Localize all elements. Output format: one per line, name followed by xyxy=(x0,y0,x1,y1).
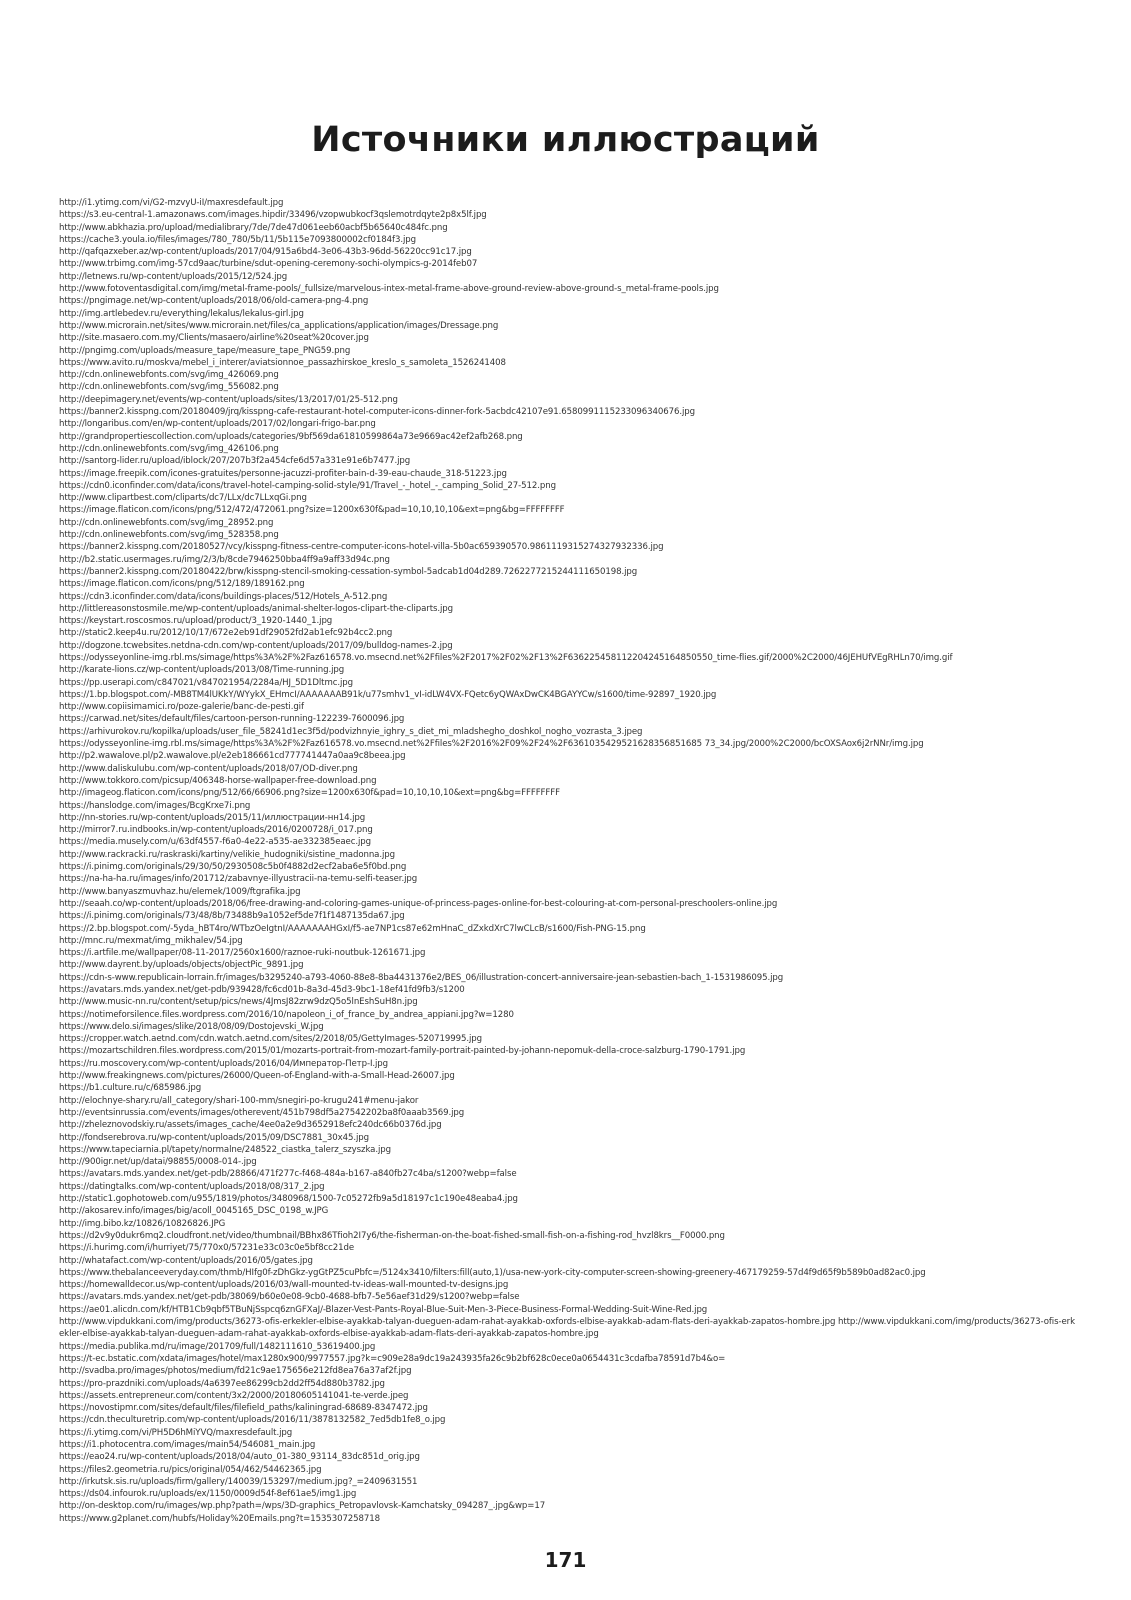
source-url: http://900igr.net/up/datai/98855/0008-014-.jpg xyxy=(59,1157,257,1168)
source-url: http://www.freakingnews.com/pictures/26000/Queen-of-England-with-a-Small-Head-26007.jpg xyxy=(59,1071,455,1082)
source-url: https://cropper.watch.aetnd.com/cdn.watch.aetnd.com/sites/2/2018/05/GettyImages-520719995.jpg xyxy=(59,1034,482,1045)
source-url: https://i.pinimg.com/originals/73/48/8b/73488b9a1052ef5de7f1f1487135da67.jpg xyxy=(59,911,405,922)
source-url: http://p2.wawalove.pl/p2.wawalove.pl/e2eb186661cd777741447a0aa9c8beea.jpg xyxy=(59,751,406,762)
source-url: https://pp.userapi.com/c847021/v847021954/2284a/HJ_5D1Dltmc.jpg xyxy=(59,677,353,688)
source-url: http://www.fotoventasdigital.com/img/metal-frame-pools/_fullsize/marvelous-intex-metal-frame-above-ground-review-above-ground-s_metal-frame-pools.jpg xyxy=(59,284,719,295)
source-url: http://www.abkhazia.pro/upload/medialibrary/7de/7de47d061eeb60acbf5b65640c484fc.png xyxy=(59,222,448,233)
source-url: https://arhivurokov.ru/kopilka/uploads/user_file_58241d1ec3f5d/podvizhnyie_ighry_s_diet_mi_mladshegho_doshkol_nogho_vozrasta_3.jpeg xyxy=(59,726,643,737)
source-url: https://www.avito.ru/moskva/mebel_i_interer/aviatsionnoe_passazhirskoe_kreslo_s_samoleta_1526241408 xyxy=(59,357,506,368)
source-url: https://www.g2planet.com/hubfs/Holiday%20Emails.png?t=1535307258718 xyxy=(59,1513,381,1524)
source-url: https://t-ec.bstatic.com/xdata/images/hotel/max1280x900/9977557.jpg?k=c909e28a9dc19a243935fa26c9b2bf628c0ece0a0654431c3cdafba78591d7b4&o= xyxy=(59,1353,726,1364)
source-url: http://imageog.flaticon.com/icons/png/512/66/66906.png?size=1200x630f&pad=10,10,10,10&ext=png&bg=FFFFFFFF xyxy=(59,788,560,799)
source-url: http://b2.static.usermages.ru/img/2/3/b/8cde7946250bba4ff9a9aff33d94c.png xyxy=(59,554,390,565)
source-url: http://cdn.onlinewebfonts.com/svg/img_426106.png xyxy=(59,443,279,454)
source-url: https://image.freepik.com/icones-gratuites/personne-jacuzzi-profiter-bain-d-39-eau-chaude_318-51223.jpg xyxy=(59,468,507,479)
source-url: http://seaah.co/wp-content/uploads/2018/06/free-drawing-and-coloring-games-unique-of-princess-pages-online-for-best-colouring-at-com-personal-preschoolers-online.jpg xyxy=(59,898,778,909)
source-url: http://svadba.pro/images/photos/medium/fd21c9ae175656e212fd8ea76a37af2f.jpg xyxy=(59,1366,412,1377)
source-url: https://media.musely.com/u/63df4557-f6a0-4e22-a535-ae332385eaec.jpg xyxy=(59,837,371,848)
source-url: https://novostipmr.com/sites/default/files/filefield_paths/kaliningrad-68689-8347472.jpg xyxy=(59,1403,428,1414)
source-url: https://www.tapeciarnia.pl/tapety/normalne/248522_ciastka_talerz_szyszka.jpg xyxy=(59,1144,391,1155)
source-url: http://site.masaero.com.my/Clients/masaero/airline%20seat%20cover.jpg xyxy=(59,333,369,344)
source-url: http://mnc.ru/mexmat/img_mikhalev/54.jpg xyxy=(59,935,243,946)
source-url: http://eventsinrussia.com/events/images/otherevent/451b798df5a27542202ba8f0aaab3569.jpg xyxy=(59,1107,465,1118)
source-url: https://1.bp.blogspot.com/-MB8TM4lUKkY/WYykX_EHmcI/AAAAAAAB91k/u77smhv1_vI-idLW4VX-FQetc6yQWAxDwCK4BGAYYCw/s1600/time-92897_1920.jpg xyxy=(59,689,717,700)
source-url: http://www.vipdukkani.com/img/products/36273-ofis-erkekler-elbise-ayakkab-talyan-dueguen-adam-rahat-ayakkab-oxfords-elbise-ayakkab-adam-flats-deri-ayakkab-zapatos-hombre.jpg http://www.vipdukkani.com/img/products/36273-ofis-erkekler-elbise-ayakkab-talyan-dueguen-adam-rahat-ayakkab-oxfords-elbise-ayakkab-adam-flats-deri-ayakkab-zapatos-hombre.jpg xyxy=(59,1317,1075,1340)
source-url: https://image.flaticon.com/icons/png/512/472/472061.png?size=1200x630f&pad=10,10,10,10&ext=png&bg=FFFFFFFF xyxy=(59,505,565,516)
source-url: http://cdn.onlinewebfonts.com/svg/img_556082.png xyxy=(59,382,279,393)
source-url: https://carwad.net/sites/default/files/cartoon-person-running-122239-7600096.jpg xyxy=(59,714,405,725)
source-url: https://banner2.kisspng.com/20180409/jrq/kisspng-cafe-restaurant-hotel-computer-icons-dinner-fork-5acbdc42107e91.6580991115233096340676.jpg xyxy=(59,407,695,418)
source-url: http://longaribus.com/en/wp-content/uploads/2017/02/longari-frigo-bar.png xyxy=(59,419,376,430)
source-url: http://zheleznovodskiy.ru/assets/images_cache/4ee0a2e9d3652918efc240dc66b0376d.jpg xyxy=(59,1120,442,1131)
source-url: http://deepimagery.net/events/wp-content/uploads/sites/13/2017/01/25-512.png xyxy=(59,394,398,405)
source-url: http://mirror7.ru.indbooks.in/wp-content/uploads/2016/0200728/i_017.png xyxy=(59,825,373,836)
source-url: https://avatars.mds.yandex.net/get-pdb/28866/471f277c-f468-484a-b167-a840fb27c4ba/s1200?webp=false xyxy=(59,1169,517,1180)
source-url: https://media.publika.md/ru/image/201709/full/1482111610_53619400.jpg xyxy=(59,1341,376,1352)
source-url: https://notimeforsilence.files.wordpress.com/2016/10/napoleon_i_of_france_by_andrea_appiani.jpg?w=1280 xyxy=(59,1009,514,1020)
source-url: http://www.tokkoro.com/picsup/406348-horse-wallpaper-free-download.png xyxy=(59,775,377,786)
source-url: https://s3.eu-central-1.amazonaws.com/images.hipdir/33496/vzopwubkocf3qslemotrdqyte2p8x5lf.jpg xyxy=(59,210,487,221)
source-url: https://hanslodge.com/images/BcgKrxe7i.png xyxy=(59,800,251,811)
source-url: https://i1.photocentra.com/images/main54/546081_main.jpg xyxy=(59,1439,316,1450)
source-url: http://nn-stories.ru/wp-content/uploads/2015/11/иллюстрации-нн14.jpg xyxy=(59,812,366,823)
source-url: https://assets.entrepreneur.com/content/3x2/2000/20180605141041-te-verde.jpeg xyxy=(59,1390,409,1401)
source-url: http://i1.ytimg.com/vi/G2-mzvyU-iI/maxresdefault.jpg xyxy=(59,198,284,208)
source-url: http://cdn.onlinewebfonts.com/svg/img_528358.png xyxy=(59,530,279,541)
source-url: http://www.trbimg.com/img-57cd9aac/turbine/sdut-opening-ceremony-sochi-olympics-g-2014feb07 xyxy=(59,259,478,270)
source-url: http://www.banyaszmuvhaz.hu/elemek/1009/ftgrafika.jpg xyxy=(59,886,301,897)
source-url: https://cdn3.iconfinder.com/data/icons/buildings-places/512/Hotels_A-512.png xyxy=(59,591,388,602)
source-url: http://www.microrain.net/sites/www.microrain.net/files/ca_applications/application/images/Dressage.png xyxy=(59,320,499,331)
source-url: https://pngimage.net/wp-content/uploads/2018/06/old-camera-png-4.png xyxy=(59,296,369,307)
source-url: https://i.ytimg.com/vi/PH5D6hMiYVQ/maxresdefault.jpg xyxy=(59,1427,293,1438)
source-url: https://keystart.roscosmos.ru/upload/product/3_1920-1440_1.jpg xyxy=(59,616,333,627)
source-url: http://akosarev.info/images/big/acoll_0045165_DSC_0198_w.JPG xyxy=(59,1206,329,1217)
source-list xyxy=(59,197,1079,1525)
source-url: http://img.bibo.kz/10826/10826826.JPG xyxy=(59,1218,226,1229)
source-url: https://d2v9y0dukr6mq2.cloudfront.net/video/thumbnail/BBhx86Tfioh2I7y6/the-fisherman-on-the-boat-fished-small-fish-on-a-fishing-rod_hvzl8krs__F0000.png xyxy=(59,1230,725,1241)
source-url: https://avatars.mds.yandex.net/get-pdb/38069/b60e0e08-9cb0-4688-bfb7-5e56aef31d29/s1200?webp=false xyxy=(59,1292,520,1303)
source-url: https://cdn-s-www.republicain-lorrain.fr/images/b3295240-a793-4060-88e8-8ba4431376e2/BES_06/illustration-concert-anniversaire-jean-sebastien-bach_1-1531986095.jpg xyxy=(59,972,784,983)
source-url: https://i.pinimg.com/originals/29/30/50/2930508c5b0f4882d2ecf2aba6e5f0bd.png xyxy=(59,862,407,873)
source-url: http://qafqazxeber.az/wp-content/uploads/2017/04/915a6bd4-3e06-43b3-96dd-56220cc91c17.jpg xyxy=(59,247,472,258)
source-url: https://odysseyonline-img.rbl.ms/simage/https%3A%2F%2Faz616578.vo.msecnd.net%2Ffiles%2F2017%2F02%2F13%2F636225458112204245164850550_time-flies.gif/2000%2C2000/46JEHUfVEgRHLn70/img.gif xyxy=(59,652,953,663)
source-url: https://cdn.theculturetrip.com/wp-content/uploads/2016/11/3878132582_7ed5db1fe8_o.jpg xyxy=(59,1415,446,1426)
source-url: http://www.dayrent.by/uploads/objects/objectPic_9891.jpg xyxy=(59,960,304,971)
source-url: http://www.rackracki.ru/raskraski/kartiny/velikie_hudogniki/sistine_madonna.jpg xyxy=(59,849,395,860)
source-url: http://static1.gophotoweb.com/u955/1819/photos/3480968/1500-7c05272fb9a5d18197c1c190e48eaba4.jpg xyxy=(59,1194,518,1205)
source-url: https://banner2.kisspng.com/20180527/vcy/kisspng-fitness-centre-computer-icons-hotel-villa-5b0ac659390570.9861119315274327932336.jpg xyxy=(59,542,664,553)
source-url: http://www.clipartbest.com/cliparts/dc7/LLx/dc7LLxqGi.png xyxy=(59,493,307,504)
source-url: https://homewalldecor.us/wp-content/uploads/2016/03/wall-mounted-tv-ideas-wall-mounted-tv-designs.jpg xyxy=(59,1280,509,1291)
source-url: http://www.daliskulubu.com/wp-content/uploads/2018/07/OD-diver.png xyxy=(59,763,358,774)
source-url: https://cdn0.iconfinder.com/data/icons/travel-hotel-camping-solid-style/91/Travel_-_hotel_-_camping_Solid_27-512.png xyxy=(59,480,556,491)
source-url: https://ru.moscovery.com/wp-content/uploads/2016/04/Император-Петр-I.jpg xyxy=(59,1058,389,1069)
source-url: https://eao24.ru/wp-content/uploads/2018/04/auto_01-380_93114_83dc851d_orig.jpg xyxy=(59,1452,420,1463)
source-url: http://www.music-nn.ru/content/setup/pics/news/4JmsJ82zrw9dzQ5o5lnEshSuH8n.jpg xyxy=(59,997,418,1008)
source-url: https://ds04.infourok.ru/uploads/ex/1150/0009d54f-8ef61ae5/img1.jpg xyxy=(59,1489,357,1500)
source-url: http://whatafact.com/wp-content/uploads/2016/05/gates.jpg xyxy=(59,1255,313,1266)
source-url: https://2.bp.blogspot.com/-5yda_hBT4ro/WTbzOeIgtnI/AAAAAAAHGxI/f5-ae7NP1cs87e62mHnaC_dZxkdXrC7lwCLcB/s1600/Fish-PNG-15.png xyxy=(59,923,646,934)
source-url: https://files2.geometria.ru/pics/original/054/462/54462365.jpg xyxy=(59,1464,322,1475)
source-url: http://img.artlebedev.ru/everything/lekalus/lekalus-girl.jpg xyxy=(59,308,304,319)
source-url: http://santorg-lider.ru/upload/iblock/207/207b3f2a454cfe6d57a331e91e6b7477.jpg xyxy=(59,456,411,467)
source-url: https://www.delo.si/images/slike/2018/08/09/Dostojevski_W.jpg xyxy=(59,1021,324,1032)
source-url: https://datingtalks.com/wp-content/uploads/2018/08/317_2.jpg xyxy=(59,1181,325,1192)
source-url: http://static2.keep4u.ru/2012/10/17/672e2eb91df29052fd2ab1efc92b4cc2.png xyxy=(59,628,393,639)
page-number: 171 xyxy=(544,1548,587,1572)
source-url: http://irkutsk.sis.ru/uploads/firm/gallery/140039/153297/medium.jpg?_=2409631551 xyxy=(59,1476,418,1487)
source-url: http://karate-lions.cz/wp-content/uploads/2013/08/Time-running.jpg xyxy=(59,665,345,676)
source-url: http://elochnye-shary.ru/all_category/shari-100-mm/snegiri-po-krugu241#menu-jakor xyxy=(59,1095,419,1106)
source-url: http://dogzone.tcwebsites.netdna-cdn.com/wp-content/uploads/2017/09/bulldog-names-2.jpg xyxy=(59,640,453,651)
source-url: http://cdn.onlinewebfonts.com/svg/img_28952.png xyxy=(59,517,274,528)
source-url: https://mozartschildren.files.wordpress.com/2015/01/mozarts-portrait-from-mozart-family-portrait-painted-by-johann-nepomuk-della-croce-salzburg-1790-1791.jpg xyxy=(59,1046,746,1057)
source-url: http://www.copiisimamici.ro/poze-galerie/banc-de-pesti.gif xyxy=(59,702,304,713)
page-title: Источники иллюстраций xyxy=(311,120,820,160)
source-url: https://ae01.alicdn.com/kf/HTB1Cb9qbf5TBuNjSspcq6znGFXaJ/-Blazer-Vest-Pants-Royal-Blue-Suit-Men-3-Piece-Business-Formal-Wedding-Suit-Wine-Red.jpg xyxy=(59,1304,708,1315)
source-url: https://i.artfile.me/wallpaper/08-11-2017/2560x1600/raznoe-ruki-noutbuk-1261671.jpg xyxy=(59,948,426,959)
source-url: http://littlereasonstosmile.me/wp-content/uploads/animal-shelter-logos-clipart-the-cliparts.jpg xyxy=(59,603,453,614)
source-url: http://pngimg.com/uploads/measure_tape/measure_tape_PNG59.png xyxy=(59,345,351,356)
source-url: https://pro-prazdniki.com/uploads/4a6397ee86299cb2dd2ff54d880b3782.jpg xyxy=(59,1378,385,1389)
source-url: https://b1.culture.ru/c/685986.jpg xyxy=(59,1083,202,1094)
source-url: https://cache3.youla.io/files/images/780_780/5b/11/5b115e7093800002cf0184f3.jpg xyxy=(59,234,416,245)
source-url: http://on-desktop.com/ru/images/wp.php?path=/wps/3D-graphics_Petropavlovsk-Kamchatsky_094287_.jpg&wp=17 xyxy=(59,1501,546,1512)
source-url: https://banner2.kisspng.com/20180422/brw/kisspng-stencil-smoking-cessation-symbol-5adcab1d04d289.7262277215244111650198.jpg xyxy=(59,566,638,577)
source-url: https://image.flaticon.com/icons/png/512/189/189162.png xyxy=(59,579,305,590)
source-url: https://i.hurimg.com/i/hurriyet/75/770x0/57231e33c03c0e5bf8cc21de xyxy=(59,1243,355,1254)
source-url: https://na-ha-ha.ru/images/info/201712/zabavnye-illyustracii-na-temu-selfi-teaser.jpg xyxy=(59,874,418,885)
source-url: https://odysseyonline-img.rbl.ms/simage/https%3A%2F%2Faz616578.vo.msecnd.net%2Ffiles%2F2016%2F09%2F24%2F6361035429521628356851685 73_34.jpg/2000%2C2000/bcOXSAox6j2rNNr/img.jpg xyxy=(59,739,924,750)
source-url: http://grandpropertiescollection.com/uploads/categories/9bf569da61810599864a73e9669ac42ef2afb268.png xyxy=(59,431,523,442)
source-url: http://cdn.onlinewebfonts.com/svg/img_426069.png xyxy=(59,370,279,381)
source-url: http://letnews.ru/wp-content/uploads/2015/12/524.jpg xyxy=(59,271,288,282)
source-url: https://avatars.mds.yandex.net/get-pdb/939428/fc6cd01b-8a3d-45d3-9bc1-18ef41fd9fb3/s1200 xyxy=(59,985,465,995)
source-url: http://fondserebrova.ru/wp-content/uploads/2015/09/DSC7881_30x45.jpg xyxy=(59,1132,369,1143)
source-url: https://www.thebalanceeveryday.com/thmb/HIfg0f-zDhGkz-ygGtPZ5cuPbfc=/5124x3410/filters:fill(auto,1)/usa-new-york-city-computer-screen-showing-greenery-467179259-57d4f9d65f9b589b0ad82ac0.jpg xyxy=(59,1267,926,1278)
